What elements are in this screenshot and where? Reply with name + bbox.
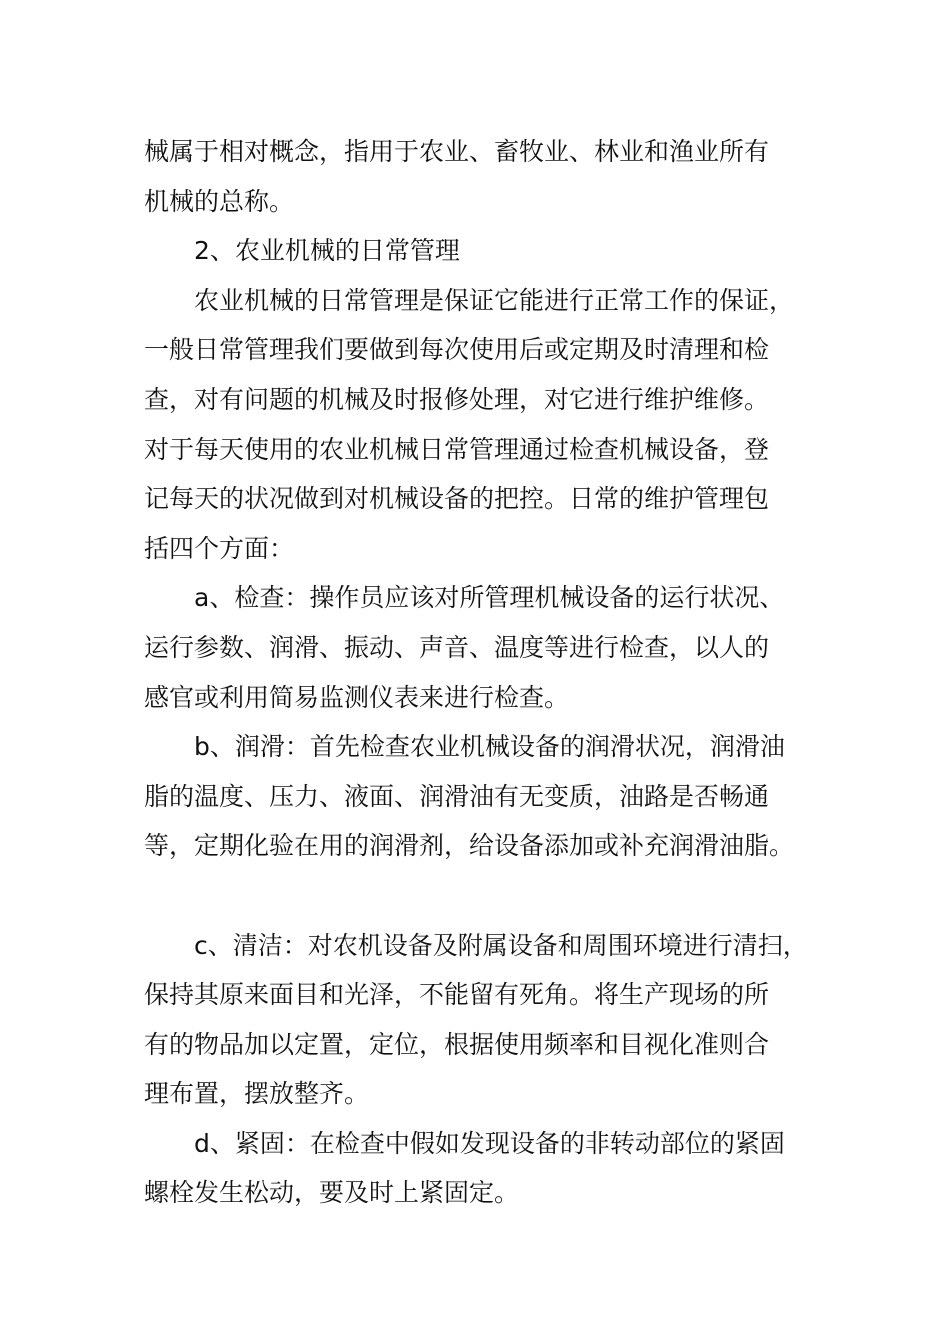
paragraph-daily-management [144,276,808,574]
text-line: 查，对有问题的机械及时报修处理，对它进行维护维修。 [144,384,770,414]
paragraph-cleaning [144,921,808,1119]
document-body [144,127,808,1218]
text-line: 螺栓发生松动，要及时上紧固定。 [144,1178,520,1208]
text-line: 农业机械的日常管理是保证它能进行正常工作的保证， [194,285,795,315]
text-line: 脂的温度、压力、液面、润滑油有无变质，油路是否畅通 [144,781,770,811]
paragraph-fastening [144,1119,808,1218]
text-line: c、清洁：对农机设备及附属设备和周围环境进行清扫， [194,930,808,960]
text-line: 械属于相对概念，指用于农业、畜牧业、林业和渔业所有 [144,137,770,166]
text-line: 有的物品加以定置，定位，根据使用频率和目视化准则合 [144,1029,770,1059]
text-line: 理布置，摆放整齐。 [144,1079,370,1109]
text-line: 一般日常管理我们要做到每次使用后或定期及时清理和检 [144,335,770,365]
paragraph-lubrication [144,722,808,871]
text-line: b、润滑：首先检查农业机械设备的润滑状况，润滑油 [194,732,785,762]
text-line: 感官或利用简易监测仪表来进行检查。 [144,682,570,712]
text-line: 对于每天使用的农业机械日常管理通过检查机械设备，登 [144,434,770,464]
text-line: 机械的总称。 [144,186,295,216]
section-heading [144,226,808,276]
text-line: d、紧固：在检查中假如发现设备的非转动部位的紧固 [194,1128,785,1158]
text-line: 括四个方面： [144,533,295,563]
paragraph-inspection [144,573,808,722]
text-line: 保持其原来面目和光泽，不能留有死角。将生产现场的所 [144,980,770,1010]
text-line: 记每天的状况做到对机械设备的把控。日常的维护管理包 [144,484,770,514]
text-line: 等，定期化验在用的润滑剂，给设备添加或补充润滑油脂。 [144,831,795,861]
text-line: 2、农业机械的日常管理 [194,236,460,266]
paragraph-continuation [144,127,808,226]
text-line: 运行参数、润滑、振动、声音、温度等进行检查，以人的 [144,632,770,662]
text-line: a、检查：操作员应该对所管理机械设备的运行状况、 [194,583,785,613]
